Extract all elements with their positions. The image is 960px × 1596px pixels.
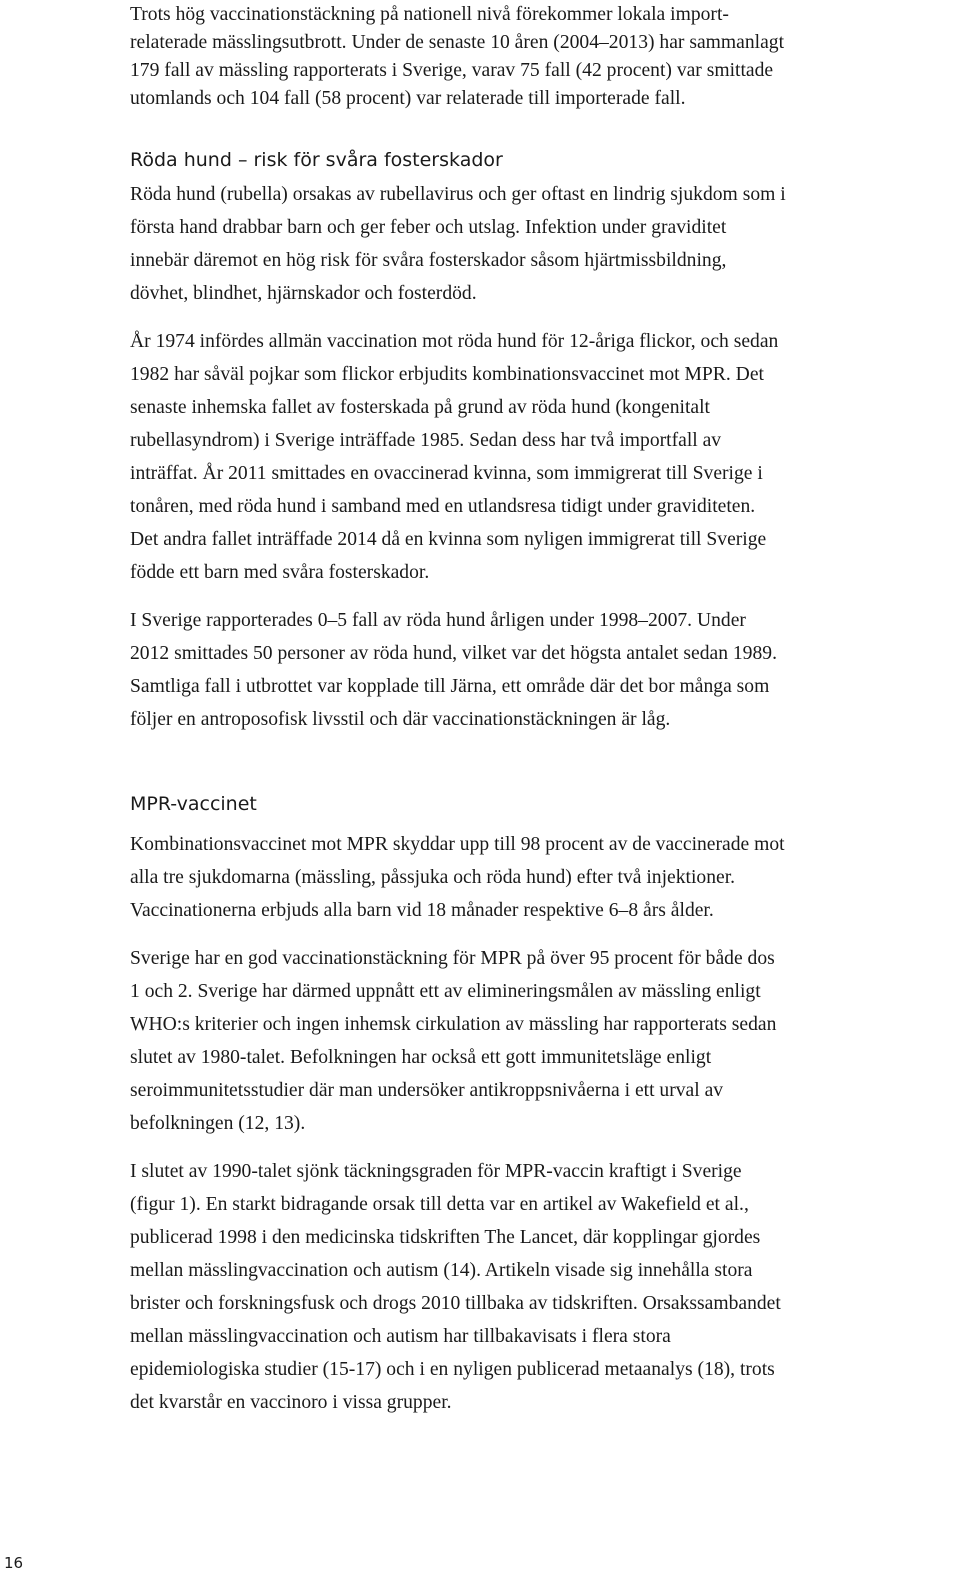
rubella-paragraph-3: I Sverige rapporterades 0–5 fall av röda hund årligen under 1998–2007. Under 2012 smittades 50 personer av röda hund, vilket var det högsta antalet sedan 1989. Samtliga fall i utbrottet var kopplade till Järna, ett område där det bor många som följer en antroposofisk livsstil och där vaccinationstäckningen är låg. [130, 610, 777, 730]
intro-paragraph: Trots hög vaccinationstäckning på nationell nivå förekommer lokala import- relaterade mässlingsutbrott. Under de senaste 10 åren (2004–2013) har sammanlagt 179 fall av mässling rapporterats i Sverige, varav 75 fall (42 procent) var smittade utomlands och 104 fall (58 procent) var relaterade till importerade fall. [130, 4, 785, 109]
rubella-paragraph-2: År 1974 infördes allmän vaccination mot röda hund för 12-åriga flickor, och sedan 1982 har såväl pojkar som flickor erbjudits kombinationsvaccinet mot MPR. Det senaste inhemska fallet av fosterskada på grund av röda hund (kongenitalt rubellasyndrom) i Sverige inträffade 1985. Sedan dess har två importfall av inträffat. År 2011 smittades en ovaccinerad kvinna, som immigrerat till Sverige i tonåren, med röda hund i samband med en utlandsresa tidigt under graviditeten. Det andra fallet inträffade 2014 då en kvinna som nyligen immigrerat till Sverige födde ett barn med svåra fosterskador. [130, 331, 779, 583]
page-number: 16 [4, 1554, 24, 1572]
mpr-paragraph-3: I slutet av 1990-talet sjönk täckningsgraden för MPR-vaccin kraftigt i Sverige (figur 1). En starkt bidragande orsak till detta var en artikel av Wakefield et al., publicerad 1998 i den medicinska tidskriften The Lancet, där kopplingar gjordes mellan mässlingvaccination och autism (14). Artikeln visade sig innehålla stora brister och forskningsfusk och drogs 2010 tillbaka av tidskriften. Orsakssambandet mellan mässlingvaccination och autism har tillbakavisats i flera stora epidemiologiska studier (15-17) och i en nyligen publicerad metaanalys (18), trots det kvarstår en vaccinoro i vissa grupper. [130, 1161, 781, 1413]
document-page [130, 0, 948, 1419]
mpr-paragraph-1: Kombinationsvaccinet mot MPR skyddar upp till 98 procent av de vaccinerade mot alla tre sjukdomarna (mässling, påssjuka och röda hund) efter två injektioner. Vaccinationerna erbjuds alla barn vid 18 månader respektive 6–8 års ålder. [130, 834, 785, 921]
rubella-paragraph-1: Röda hund (rubella) orsakas av rubellavirus och ger oftast en lindrig sjukdom som i första hand drabbar barn och ger feber och utslag. Infektion under graviditet innebär däremot en hög risk för svåra fosterskador såsom hjärtmissbildning, dövhet, blindhet, hjärnskador och fosterdöd. [130, 184, 786, 304]
mpr-paragraph-2: Sverige har en god vaccinationstäckning för MPR på över 95 procent för både dos 1 och 2. Sverige har därmed uppnått ett av elimineringsmålen av mässling enligt WHO:s kriterier och ingen inhemsk cirkulation av mässling har rapporterats sedan slutet av 1980-talet. Befolkningen har också ett gott immunitetsläge enligt seroimmunitetsstudier där man undersöker antikroppsnivåerna i ett urval av befolkningen (12, 13). [130, 948, 777, 1134]
rubella-heading: Röda hund – risk för svåra fosterskador [130, 149, 503, 171]
mpr-heading: MPR-vaccinet [130, 793, 257, 815]
